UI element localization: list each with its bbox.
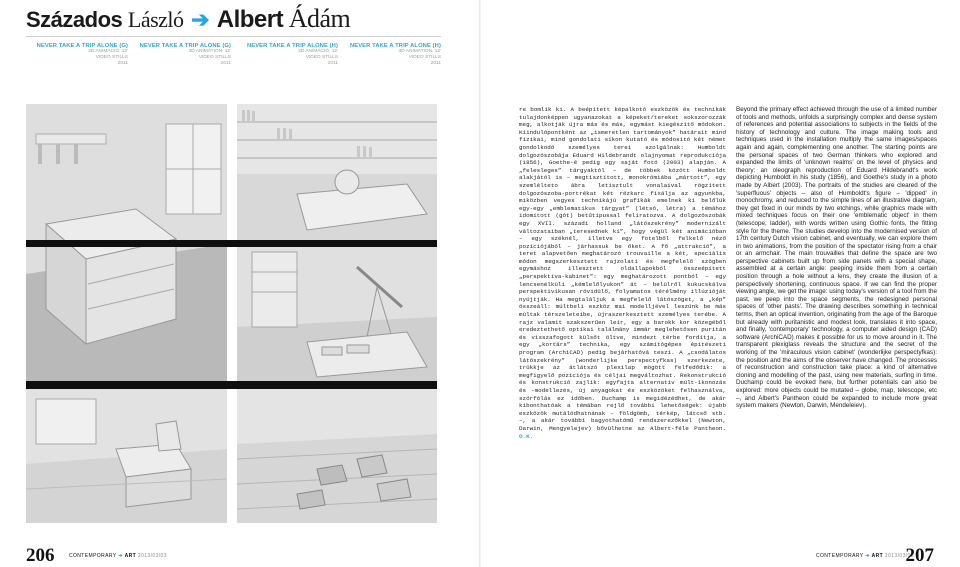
body-text-en: Beyond the primary effect achieved through the use of a limited number of tools and methods, unfolds a surprisingly complex and dense system of references and potential associations to subjects in the fields of the history of technology and culture. The image making tools and techniques used in the installation multiply the same images/spaces again and again, complementing one another. The starting points are the personal spaces of two German thinkers who explored and expanded the limits of 'unknown realms' on the level of physics and theory: an oleograph reproduction of Eduard Hildebrandt's work depicting Humboldt in his study (1856), and Goethe's study in a photo made by Albert (2003). The portraits of the studies are cleared of the 'superfluous' objects – also of Humboldt's figure – 'dipped' in monochromy, and reduced to the simple lines of an illustrative diagram, they get fixed in our minds by two etchings, while graphics made with mixed techniques focus on their one 'emblematic object' in them (telescope, ladder), with words written using Gothic fonts, the fitting style for the theme. The studies develop into the modernised version of 17th century Dutch vision cabinet, and eventually, we can explore them in two animations, from the position of the spectator rising from a chair or an armchair. The main trouvailles that define the space are two perspective cabinets built up from side panels with a special shape, assembled at a certain angle: peeping inside them from a certain position through a hole without a lens, they create the illusion of a perspectively shortening, continuous space. If we can find the proper viewing angle, we get the image: using today's version of a tool from the past, we peep into the space segments, the redesigned personal spaces of 'other pasts'. The drawing describes something in technical terms, then an optical invention, originating from the age of the Baroque but already with puritanistic and modest look, translates it into space, and finally, 'contemporary' technology, a computer aided design (CAD) software (ArchiCAD) makes it possible for us to move around in it. The transparent plexiglass reveals the structure and the secret of the working of the 'miraculous vision cabinet' (wonderlijke perspectyfkas): the position and the aims of the observer have changed. The processes of reconstruction and construction take place: a kind of alternative cloning and modelling of the past, using new materials, surfing in time. Duchamp could be evoked here, but further potentials can also be explored: more objects could be mutated – globe, map, telescope, etc –, and Albert's Pantheon could be expanded to include more great system makers (Newton, Darwin, Mendeleiev). — [736, 106, 937, 410]
credit-line: VIDEO STILLS — [305, 55, 338, 61]
author-signoff: O.K. — [519, 432, 534, 440]
author1-last-name: Százados — [26, 7, 123, 32]
divider-bar — [26, 240, 437, 247]
magazine-art: ART — [124, 553, 137, 559]
body-text-hu: re bomlik ki. A beépített képalkotó eszközök és technikák tulajdonképpen ugyanazokat a képeket/tereket sokszorozzák meg, alkotják újra más és más, egymást kiegészítő módokon. Kiindulópontként az „ismeretlen tartományok” határait mind fizikai, mind gondolati síkon kutató és módosító két német gondolkodó személyes terei szolgálnak: Humboldt dolgozószobája Eduard Hildebrandt olajnyomat reprodukciója (1856), Goethe-é pedig egy saját fotó (2003) alapján. A „felesleges” tárgyaktól – de többek között Humboldt alakjától is – megtisztított, monokrómiába „mártott”, egy szemlélteto ábra letisztult vonalaival rögzített dolgozószoba-portrékat két rézkarc fixálja az agyunkba, miközben vegyes technikájú grafikák emelnek ki belőlük egy-egy „emblematikus tárgyat” (létsó, létra) a témához idomított (gót) betűtípussal feliratozva. A dolgozószobák egy XVII. századi holland „látószekrény” modernizált változataiban „teresednek ki”, hogy végül két animációban – egy széknél, illetve egy fotelből felkelő néző pozíciójából – járhassuk be őket. A fő „attrakció”, a teret alapvetően meghatározó trouvaille a két, speciális módon megszerkesztett rajzolati és megfelelő szögben egymáshoz illesztett oldallapokból összeépített „perspektíva-kabinet”: egy meghatározott pontból – egy lencsenélküli „kémlelőlyukon” át – belülről kukucskálva perspektivikusan rövidülő, folyamatos térélmény illúzióját nyújtják. Ha megtaláljuk a megfelelő látószöget, a „kép” összeáll: múltbeli eszköz mai modelljével leszünk be más múltak térszeleteibe, újraszerkesztett személyes terébe. A rajz valamit szakszerűen leír, egy a barokk kor közegéből eredeztethető optikai találmány immár meglehetősen puritán és visszafogott külsőt öltve, mindezt térbe fordítja, a egy „kortárs” technika, egy számítógépes építészeti program (ArchiCAD) pedig bejárhatóvá teszi. A „csodálatos látószekrény” (wonderlijke perspectyfkas) szerkezete, trükkje az átlátszó plexilap mögött felfedődik: a megfigyelő pozíciója és céljai megváltozhat. Rekonstrukció és konstrukció zajlik: egyfajta alternatív múlt-ikonozás és -modellezés, új anyagokat és eszközöket felhasználva, szórfólás ez időben. Duchamp is megidézédhet, de akár kibonthatóak a témában rejlő további lehetőségek: újabb eszközök mutálódhatnának – földgömb, térkép, látcső stb. –, a akár további bagyothatómű rendszerezőkkel (Newton, Darwin, Mengyelejev) bővülhetne az Albert-féle Pantheon. — [519, 106, 726, 432]
magazine-footer-left — [69, 553, 167, 559]
image-credits — [26, 43, 441, 79]
video-still-telescope-room — [237, 247, 437, 381]
credit-line: 2011 — [430, 61, 441, 67]
credit-line: 3D ANIMÁCIÓ, 12' — [298, 49, 338, 54]
magazine-footer-right — [816, 553, 914, 559]
credit-block — [339, 43, 441, 68]
issue-number: 2013/03/03 — [137, 553, 167, 559]
issue-number: 2013/03/03 — [884, 553, 914, 559]
arrow-right-icon: ➔ — [865, 553, 870, 559]
video-still-bookshelves — [237, 104, 437, 240]
credit-title: NEVER TAKE A TRIP ALONE (G) — [36, 43, 128, 49]
author2-last-name: Albert — [216, 6, 284, 33]
credit-line: VIDEO STILLS — [95, 55, 128, 61]
video-still-chair — [26, 389, 227, 523]
credit-title: NEVER TAKE A TRIP ALONE (H) — [246, 43, 338, 49]
magazine-art: ART — [871, 553, 884, 559]
page-number-left: 206 — [26, 545, 55, 566]
arrow-right-icon: ➔ — [118, 553, 123, 559]
credit-title: NEVER TAKE A TRIP ALONE (G) — [139, 43, 231, 49]
page-gutter — [479, 0, 481, 567]
page-number-right: 207 — [905, 545, 934, 566]
author1-first-name: László — [127, 7, 184, 32]
credit-line: VIDEO STILLS — [198, 55, 231, 61]
credit-line: 3D ANIMATION, 12' — [188, 49, 231, 54]
title-rule — [26, 36, 441, 37]
video-still-scattered-boxes — [237, 389, 437, 523]
credit-title: NEVER TAKE A TRIP ALONE (H) — [349, 43, 441, 49]
credit-block — [26, 43, 128, 68]
credit-block — [129, 43, 231, 68]
article-title — [26, 4, 350, 35]
credit-block — [236, 43, 338, 68]
credit-line: 2011 — [327, 61, 338, 67]
article-text-english — [736, 106, 937, 410]
credit-line: 2011 — [220, 61, 231, 67]
credit-line: VIDEO STILLS — [408, 55, 441, 61]
credit-line: 3D ANIMÁCIÓ, 12' — [88, 49, 128, 54]
credit-line: 3D ANIMATION, 12' — [398, 49, 441, 54]
magazine-name: CONTEMPORARY — [816, 553, 864, 559]
divider-bar — [26, 381, 437, 389]
arrow-right-icon: ➔ — [191, 7, 210, 32]
magazine-name: CONTEMPORARY — [69, 553, 117, 559]
article-text-hungarian — [519, 106, 726, 440]
credit-line: 2011 — [117, 61, 128, 67]
author2-first-name: Ádám — [288, 4, 351, 33]
